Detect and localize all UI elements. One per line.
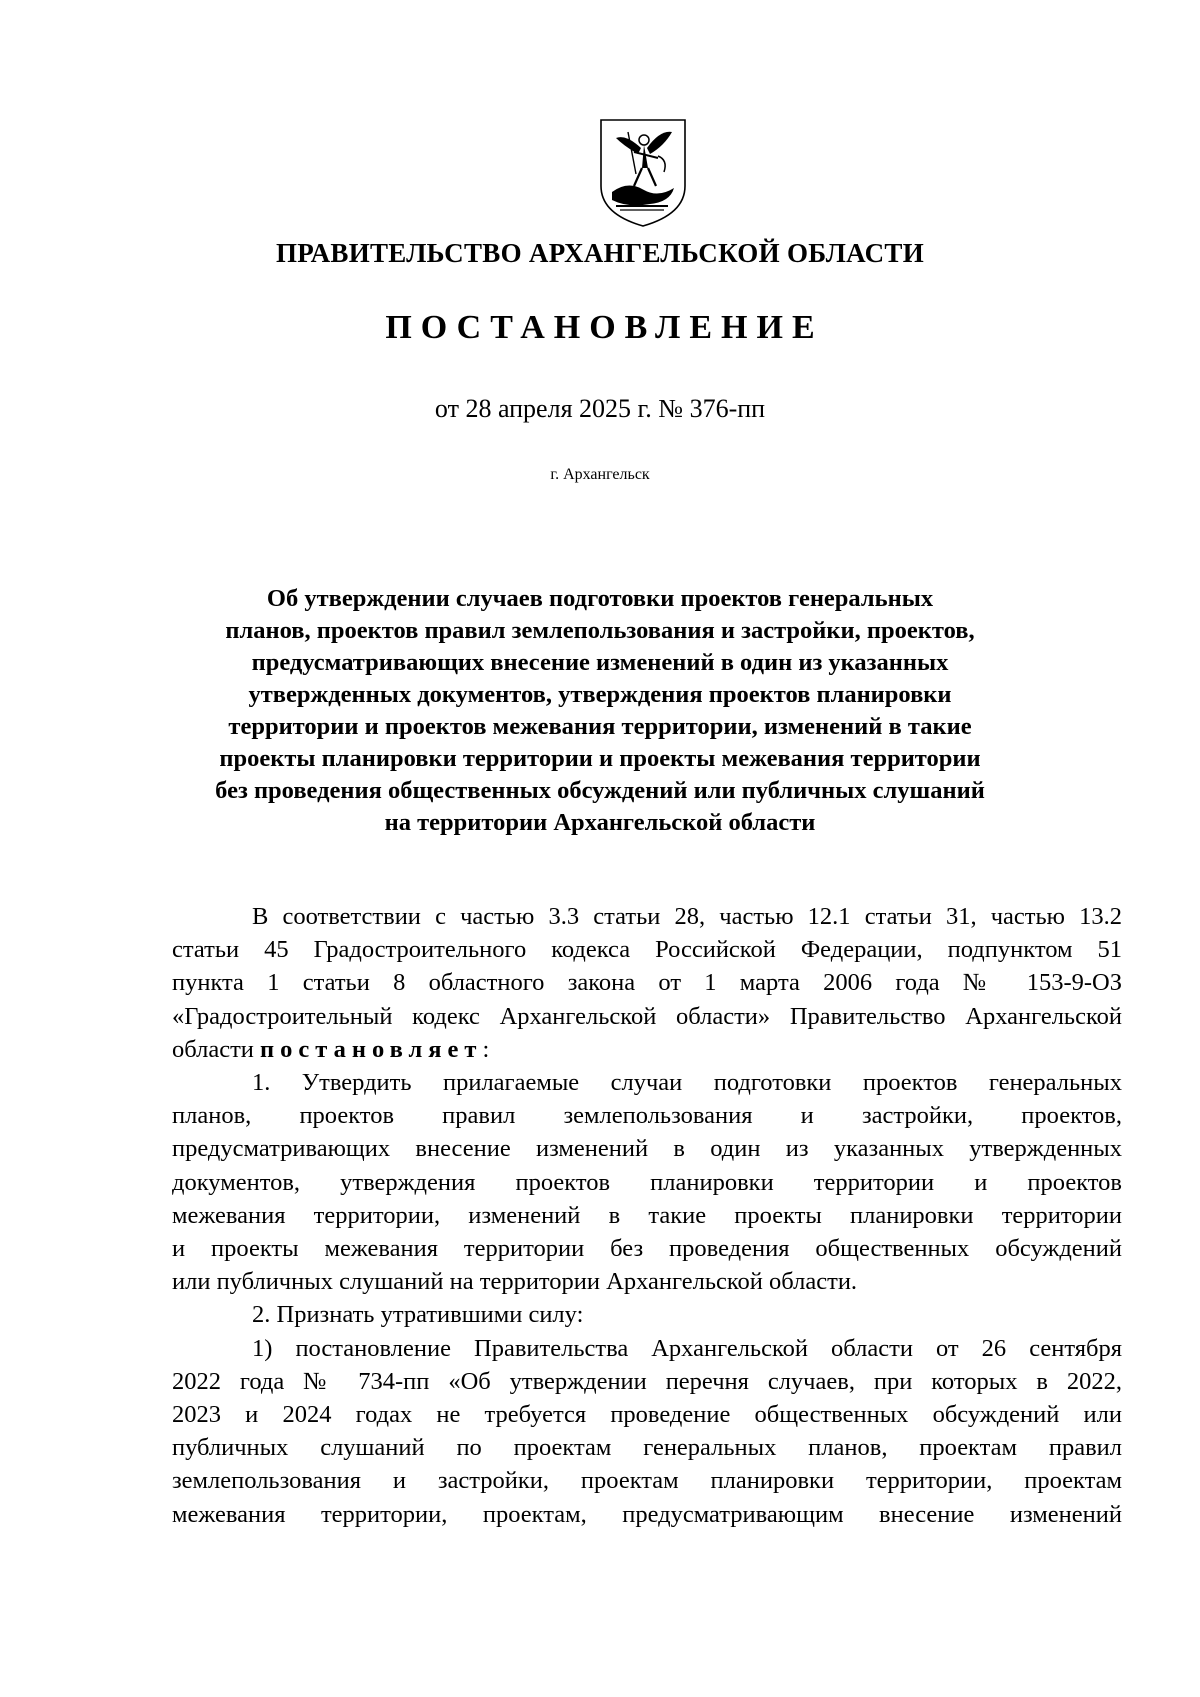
body-line: статьи 45 Градостроительного кодекса Российской Федерации, подпунктом 51 (172, 936, 1122, 964)
body-line: В соответствии с частью 3.3 статьи 28, частью 12.1 статьи 31, частью 13.2 (252, 903, 1122, 930)
resolve-prefix: области (172, 1035, 261, 1063)
resolve-colon: : (482, 1035, 490, 1063)
coat-of-arms-icon (598, 116, 688, 228)
body-line: 1. Утвердить прилагаемые случаи подготовки проектов генеральных (252, 1069, 1122, 1097)
body-line: или публичных слушаний на территории Архангельской области. (172, 1268, 858, 1296)
document-type: ПОСТАНОВЛЕНИЕ (385, 309, 824, 346)
body-line: 2. Признать утратившими силу: (252, 1301, 584, 1329)
document-body (172, 900, 1122, 1531)
body-line: публичных слушаний по проектам генеральных планов, проектам правил (172, 1434, 1122, 1462)
body-line: и проекты межевания территории без проведения общественных обсуждений (172, 1235, 1122, 1263)
title-line: на территории Архангельской области (384, 809, 816, 836)
title-line: Об утверждении случаев подготовки проектов генеральных (266, 585, 934, 612)
body-line: предусматривающих внесение изменений в один из указанных утвержденных (172, 1135, 1122, 1163)
body-line: 2023 и 2024 годах не требуется проведение общественных обсуждений или (172, 1401, 1122, 1429)
body-line: планов, проектов правил землепользования и застройки, проектов, (172, 1102, 1122, 1130)
body-line: землепользования и застройки, проектам планировки территории, проектам (172, 1467, 1122, 1495)
preamble-paragraph (172, 900, 1122, 1066)
organization-name: ПРАВИТЕЛЬСТВО АРХАНГЕЛЬСКОЙ ОБЛАСТИ (275, 238, 925, 268)
body-line (172, 1033, 1122, 1066)
body-line: «Градостроительный кодекс Архангельской области» Правительство Архангельской (172, 1002, 1122, 1030)
clause-2 (172, 1298, 1122, 1331)
clause-1 (172, 1066, 1122, 1298)
title-line: предусматривающих внесение изменений в один из указанных (251, 649, 949, 676)
body-line: пункта 1 статьи 8 областного закона от 1 марта 2006 года № 153-9-ОЗ (172, 969, 1122, 997)
clause-2-item-1 (172, 1332, 1122, 1531)
document-city: г. Архангельск (550, 466, 650, 483)
body-line: межевания территории, изменений в такие проекты планировки территории (172, 1201, 1122, 1229)
body-line: документов, утверждения проектов планировки территории и проектов (172, 1168, 1122, 1196)
document-date-number: от 28 апреля 2025 г. № 376-пп (434, 394, 766, 423)
body-line: 1) постановление Правительства Архангельской области от 26 сентября (252, 1334, 1122, 1362)
body-line: 2022 года № 734-пп «Об утверждении перечня случаев, при которых в 2022, (172, 1367, 1122, 1395)
title-line: без проведения общественных обсуждений или публичных слушаний (215, 777, 985, 804)
title-line: проекты планировки территории и проекты межевания территории (219, 745, 981, 772)
body-line: межевания территории, проектам, предусматривающим внесение изменений (172, 1500, 1122, 1528)
resolve-word: постановляет (260, 1035, 483, 1063)
title-line: утвержденных документов, утверждения проектов планировки (248, 681, 952, 708)
title-line: территории и проектов межевания территории, изменений в такие (228, 713, 972, 740)
document-title (150, 583, 1050, 839)
title-line: планов, проектов правил землепользования и застройки, проектов, (225, 617, 975, 644)
